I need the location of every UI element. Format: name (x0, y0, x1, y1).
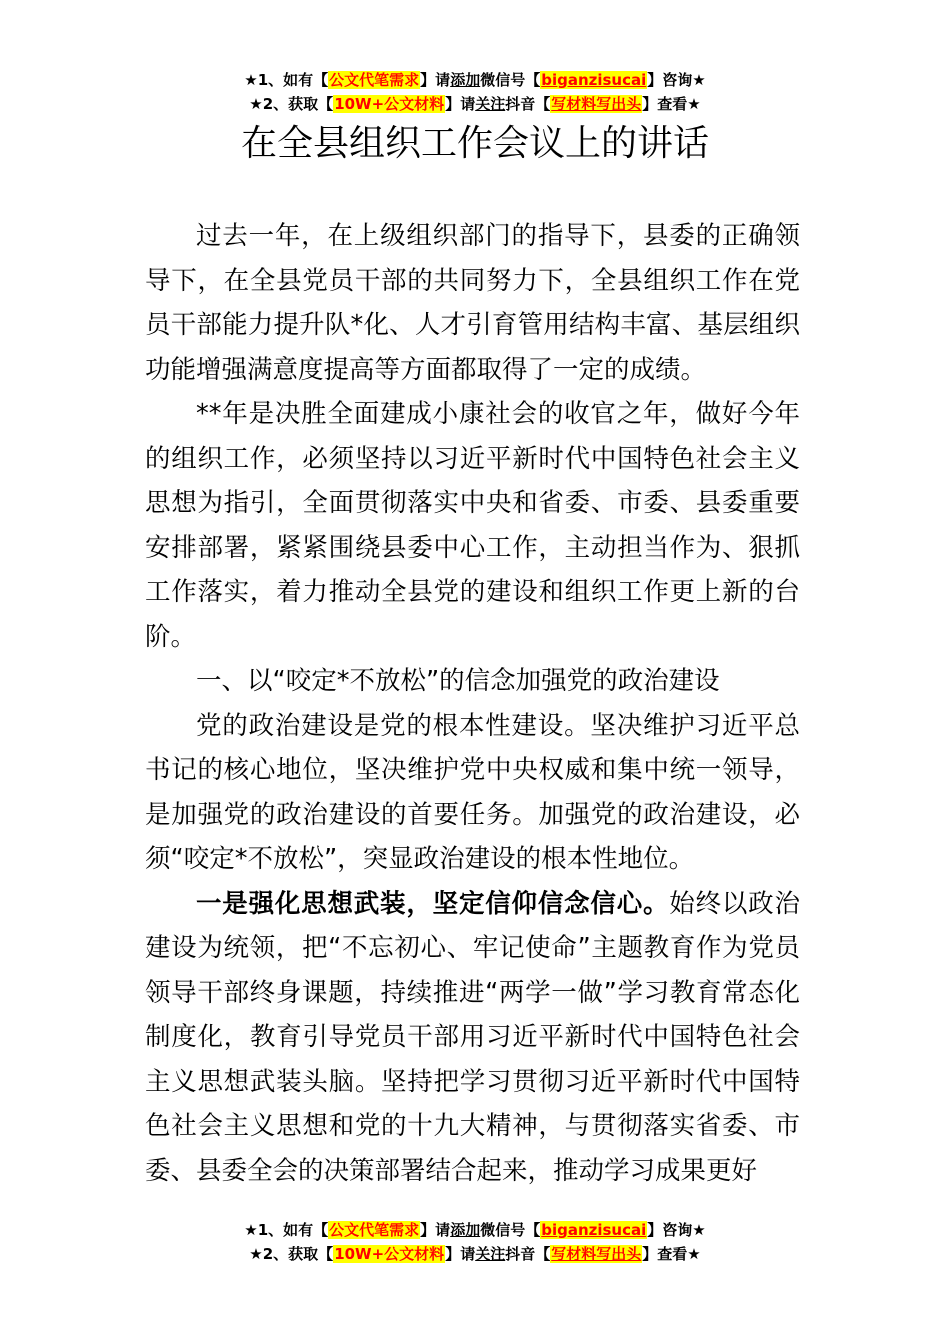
point-lead: 一是强化思想武装，坚定信仰信念信心。 (196, 888, 670, 919)
banner-highlight: 10W+公文材料 (334, 95, 445, 113)
paragraph-intro: 过去一年，在上级组织部门的指导下，县委的正确领导下，在全县党员干部的共同努力下，全县组织工作在党员干部能力提升队*化、人才引育管用结构丰富、基层组织功能增强满意度提高等方面都取得了一定的成绩。 (145, 221, 800, 385)
banner-text: 】查看★ (642, 1245, 701, 1263)
banner-text: ★2、获取【 (249, 95, 334, 113)
banner-line-1 (0, 1218, 950, 1242)
banner-text: 微信号【 (480, 1221, 541, 1239)
document-body (145, 214, 800, 1193)
banner-text: 】请 (445, 95, 476, 113)
banner-highlight: 公文代笔需求 (329, 71, 420, 89)
header-banner (0, 68, 950, 116)
footer-banner (0, 1218, 950, 1266)
banner-line-2 (0, 92, 950, 116)
banner-text: ★1、如有【 (244, 1221, 329, 1239)
banner-text: 】咨询★ (647, 71, 706, 89)
banner-highlight: 10W+公文材料 (334, 1245, 445, 1263)
banner-text: 抖音【 (505, 1245, 551, 1263)
banner-emphasis: 关注 (475, 1245, 506, 1263)
document-title: 在全县组织工作会议上的讲话 (240, 123, 709, 164)
banner-line-1 (0, 68, 950, 92)
section-heading: 一、以“咬定*不放松”的信念加强党的政治建设 (196, 666, 720, 696)
banner-highlight: 写材料写出头 (551, 1245, 642, 1263)
banner-text: 微信号【 (480, 71, 541, 89)
banner-line-2 (0, 1242, 950, 1266)
banner-text: 】请 (420, 71, 451, 89)
banner-text: 】请 (420, 1221, 451, 1239)
banner-text: 】查看★ (642, 95, 701, 113)
banner-emphasis: 添加 (450, 71, 481, 89)
banner-text: 】咨询★ (647, 1221, 706, 1239)
banner-text: ★1、如有【 (244, 71, 329, 89)
banner-highlight: biganzisucai (541, 71, 647, 89)
paragraph-context: **年是决胜全面建成小康社会的收官之年，做好今年的组织工作，必须坚持以习近平新时代中国特色社会主义思想为指引，全面贯彻落实中央和省委、市委、县委重要安排部署，紧紧围绕县委中心工作，主动担当作为、狠抓工作落实，着力推动全县党的建设和组织工作更上新的台阶。 (145, 399, 800, 652)
paragraph-point-one (145, 882, 800, 1194)
banner-text: 】请 (445, 1245, 476, 1263)
banner-emphasis: 关注 (475, 95, 506, 113)
banner-text: ★2、获取【 (249, 1245, 334, 1263)
banner-highlight: biganzisucai (541, 1221, 647, 1239)
banner-highlight: 公文代笔需求 (329, 1221, 420, 1239)
point-body: 始终以政治建设为统领，把“不忘初心、牢记使命”主题教育作为党员领导干部终身课题，持续推进“两学一做”学习教育常态化制度化，教育引导党员干部用习近平新时代中国特色社会主义思想武装头脑。坚持把学习贯彻习近平新时代中国特色社会主义思想和党的十九大精神，与贯彻落实省委、市委、县委全会的决策部署结合起来，推动学习成果更好 (145, 888, 800, 1186)
banner-highlight: 写材料写出头 (551, 95, 642, 113)
paragraph-political: 党的政治建设是党的根本性建设。坚决维护习近平总书记的核心地位，坚决维护党中央权威和集中统一领导，是加强党的政治建设的首要任务。加强党的政治建设，必须“咬定*不放松”，突显政治建设的根本性地位。 (145, 710, 800, 874)
banner-emphasis: 添加 (450, 1221, 481, 1239)
banner-text: 抖音【 (505, 95, 551, 113)
